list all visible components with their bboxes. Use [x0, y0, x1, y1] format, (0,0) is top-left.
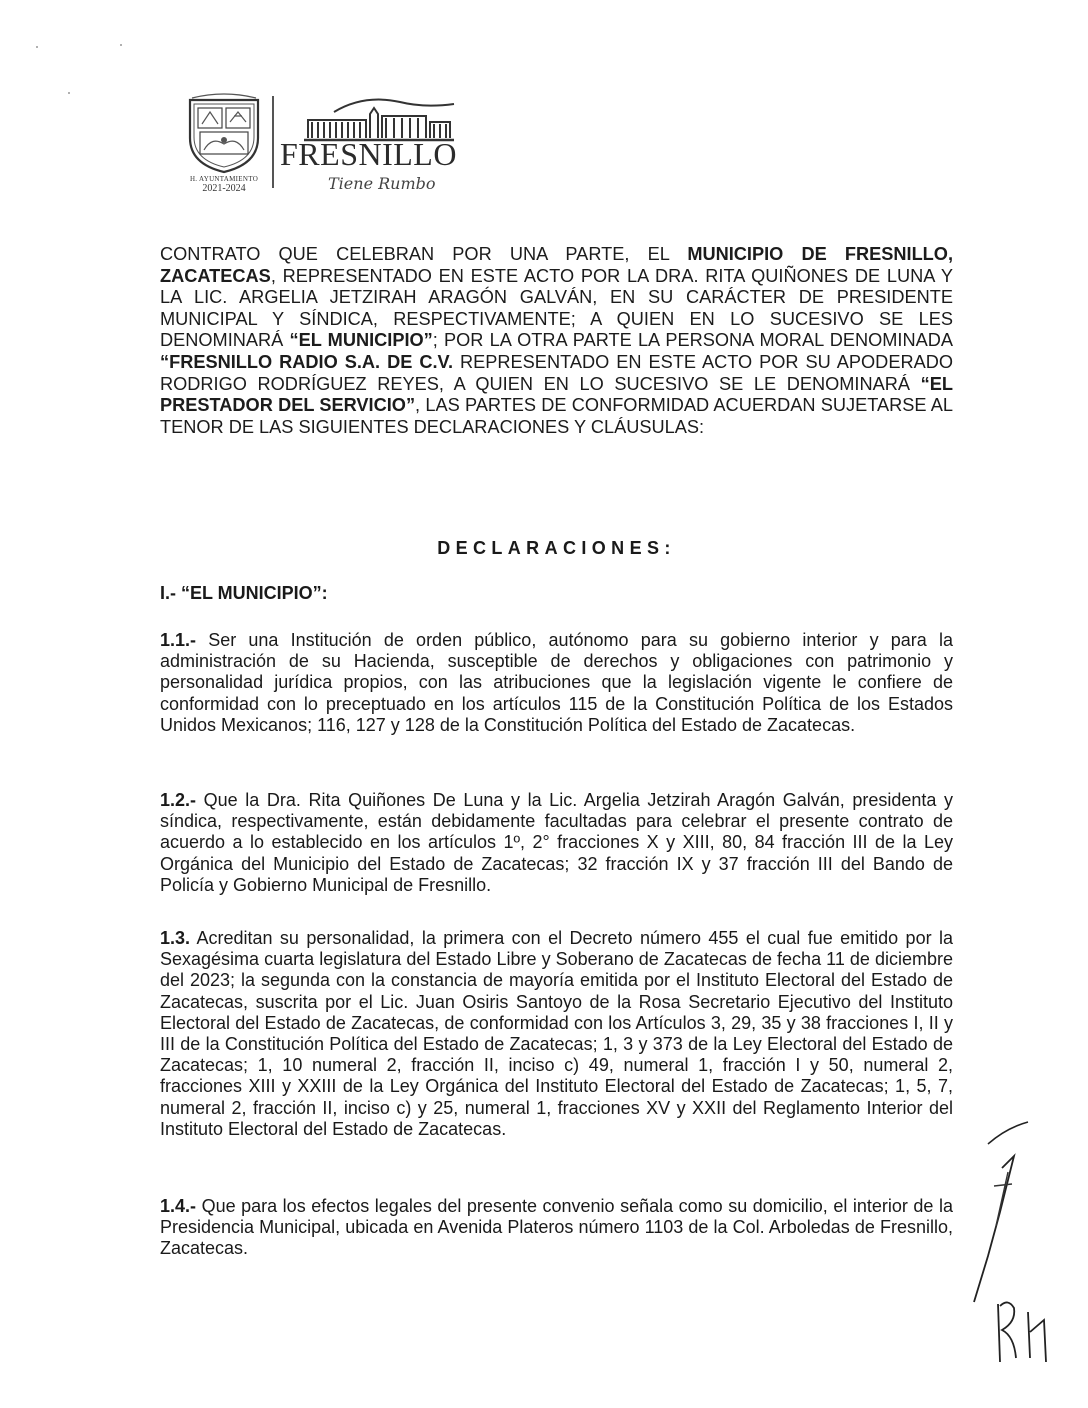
scan-speck [120, 44, 122, 46]
preamble-text: , LAS PARTES DE CONFORMIDAD ACUERDAN SUJETARSE AL TENOR DE LAS SIGUIENTES DECLARACIONES Y CLÁUSULAS: [160, 395, 953, 437]
preamble-text: ; POR LA OTRA PARTE LA PERSONA MORAL DENOMINADA [432, 330, 953, 351]
initials-mark [986, 1292, 1066, 1372]
contract-body [160, 244, 953, 1259]
party-heading-municipio: I.- “EL MUNICIPIO”: [160, 583, 328, 603]
preamble-text: , REPRESENTADO EN ESTE ACTO POR LA DRA. RITA QUIÑONES DE LUNA Y LA LIC. ARGELIA JETZIRAH ARAGÓN GALVÁN, EN SU CARÁCTER DE PRESIDENTE MUNICIPAL Y SÍNDICA, RESPECTIVAMENTE; A QUIEN EN LO SUCESIVO SE LES DENOMINARÁ [160, 265, 953, 351]
scan-speck [68, 92, 70, 94]
declaration-text: Acreditan su personalidad, la primera con el Decreto número 455 el cual fue emitido por la Sexagésima cuarta legislatura del Estado Libre y Soberano de Zacatecas de fecha 11 de diciembre del 2023; la segunda con la constancia de mayoría emitida por el Instituto Electoral del Estado de Zacatecas, suscrita por el Lic. Juan Osiris Santoyo de la Rosa Secretario Ejecutivo del Instituto Electoral del Estado de Zacatecas, de conformidad con los Artículos 3, 29, 35 y 38 fracciones I, II y III de la Constitución Política del Estado de Zacatecas; 1, 3 y 373 de la Ley Electoral del Estado de Zacatecas; 1, 10 numeral 2, fracción II, inciso c) 49, numeral 1, fracción I y 50, numeral 2, fracciones XIII y XXIII de la Ley Orgánica del Instituto Electoral del Estado de Zacatecas; 1, 5, 7, numeral 2, fracción II, inciso c) y 25, numeral 1, fracciones XV y XXII del Reglamento Interior del Instituto Electoral del Estado de Zacatecas. [160, 928, 953, 1139]
declaration-number: 1.3. [160, 928, 191, 948]
brand-tagline: Tiene Rumbo [328, 174, 436, 193]
signature-mark [966, 1116, 1046, 1306]
seal-caption [176, 174, 272, 194]
header-divider [272, 96, 274, 188]
declaration-number: 1.4.- [160, 1196, 197, 1216]
declaration-item [160, 630, 953, 736]
letterhead [176, 92, 476, 202]
declaration-text: Que la Dra. Rita Quiñones De Luna y la Lic. Argelia Jetzirah Aragón Galván, presidenta y síndica, respectivamente, están debidamente facultadas para celebrar el presente contrato de acuerdo a lo establecido en los artículos 1º, 2° fracciones X y XIII, 80, 84 fracción III de la Ley Orgánica del Municipio del Estado de Zacatecas; 32 fracción IX y 37 fracción III del Bando de Policía y Gobierno Municipal de Fresnillo. [160, 790, 953, 895]
declaration-item [160, 790, 953, 896]
declaration-number: 1.1.- [160, 630, 197, 650]
preamble-party-municipio: MUNICIPIO DE FRESNILLO, ZACATECAS [160, 244, 953, 286]
section-heading-declaraciones: DECLARACIONES: [437, 538, 676, 558]
scan-speck [36, 46, 38, 48]
preamble-alias-municipio: “EL MUNICIPIO” [289, 330, 433, 351]
declaration-text: Ser una Institución de orden público, autónomo para su gobierno interior y para la administración de su Hacienda, susceptible de derechos y obligaciones con patrimonio y personalidad jurídica propios, con las atribuciones que la legislación vigente le confiere de conformidad con lo preceptuado en los artículos 115 de la Constitución Política de los Estados Unidos Mexicanos; 116, 127 y 128 de la Constitución Política del Estado de Zacatecas. [160, 630, 953, 735]
seal-caption-line2: 2021-2024 [202, 183, 246, 194]
declaration-text: Que para los efectos legales del presente convenio señala como su domicilio, el interior de la Presidencia Municipal, ubicada en Avenida Plateros número 1103 de la Col. Arboledas de Fresnillo, Zacatecas. [160, 1196, 953, 1259]
preamble-text: CONTRATO QUE CELEBRAN POR UNA PARTE, EL [160, 244, 688, 264]
declaration-number: 1.2.- [160, 790, 197, 810]
fresnillo-brand-logo [280, 92, 460, 202]
declaration-item [160, 1196, 953, 1260]
preamble-alias-prestador: “EL PRESTADOR DEL SERVICIO” [160, 373, 953, 416]
declaration-item [160, 928, 953, 1140]
seal-caption-line1: H. AYUNTAMIENTO [189, 175, 259, 183]
contract-preamble [160, 244, 953, 438]
brand-name: FRESNILLO [280, 136, 457, 172]
preamble-text: REPRESENTADO EN ESTE ACTO POR SU APODERADO RODRIGO RODRÍGUEZ REYES, A QUIEN EN LO SUCESIVO SE LE DENOMINARÁ [160, 351, 953, 394]
preamble-party-radio: “FRESNILLO RADIO S.A. DE C.V. [160, 351, 454, 372]
